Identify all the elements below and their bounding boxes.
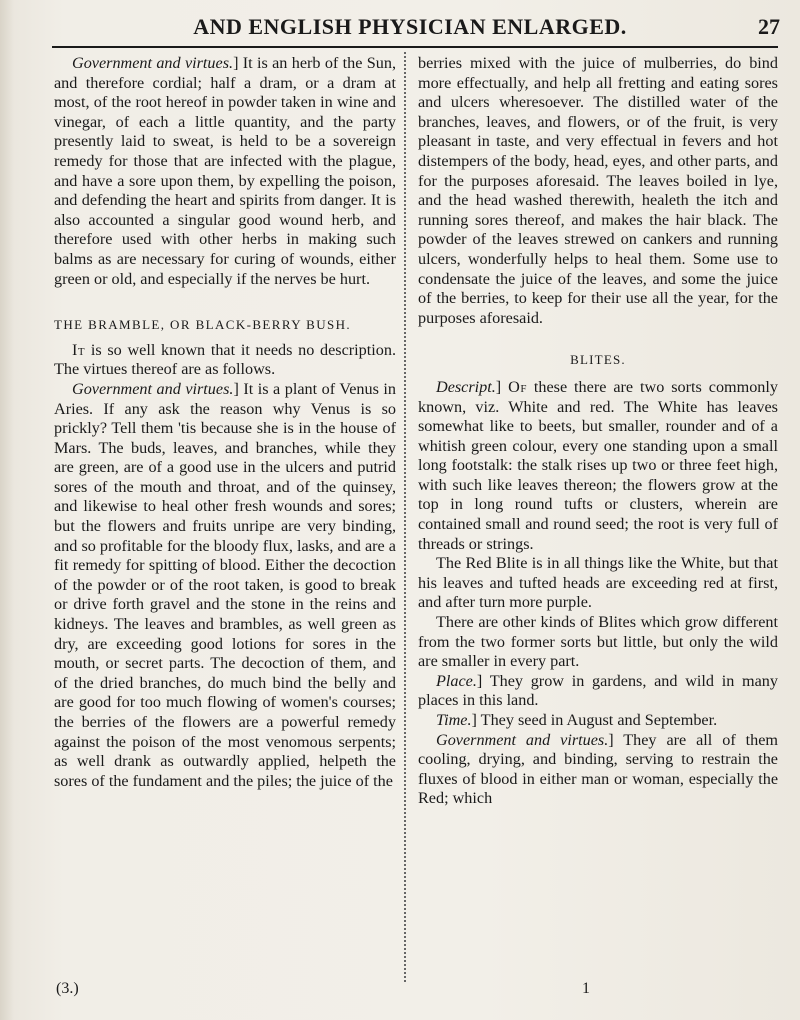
paragraph-label: Government and virtues. <box>72 379 234 398</box>
gathering-mark: 1 <box>582 980 590 997</box>
paragraph <box>418 672 778 711</box>
paragraph-text: ] It is a plant of Venus in Aries. If any ask the reason why Venus is so prickly? Tell them 'tis because she is in the house of Mars. The buds, leaves, and branches, while they are green, are of a good use in the ulcers and putrid sores of the mouth and throat, and of the quinsey, and likewise to heal other fresh wounds and sores; but the flowers and fruits unripe are very binding, and so profitable for the bloody flux, lasks, and are a fit remedy for spitting of blood. Either the decoction of the powder or of the root taken, is good to break or drive forth gravel and the stone in the reins and kidneys. The leaves and brambles, as well green as dry, are exceeding good lotions for sores in the mouth, or secret parts. The decoction of them, and of the dried branches, do much bind the belly and are good for too much flowing of women's courses; the berries of the flowers are a powerful remedy against the poison of the most venomous serpents; as well drank as outwardly applied, helpeth the sores of the fundament and the piles; the juice of the <box>54 379 396 790</box>
paragraph-text: ] They seed in August and September. <box>471 711 718 729</box>
bracket: ] <box>495 377 509 396</box>
paragraph-text: ] It is an herb of the Sun, and therefore cordial; half a dram, or a dram at most, of the root hereof in powder taken in wine and vinegar, of each a little quantity, and the party presently laid to sweat, is held to be a sovereign remedy for those that are infected with the plague, and have a sore upon them, by expelling the poison, and defending the heart and spirits from danger. It is also accounted a singular good wound herb, and therefore used with other herbs in making such balms as are necessary for curing of wounds, either green or old, and especially if the nerves be hurt. <box>54 54 396 288</box>
signature-mark: (3.) <box>56 980 79 997</box>
paragraph-label: Government and virtues. <box>436 730 609 749</box>
right-column <box>418 54 778 809</box>
paragraph-text: these there are two sorts commonly known, viz. White and red. The White has leaves somewhat like to beets, but smaller, rounder and of a whitish green colour, every one standing upon a small long footstalk: the stalk rises up two or three feet high, with such like leaves thereon; the flowers grow at the top in long round tufts or clusters, wherein are contained small and round seed; the root is very full of threads or strings. <box>418 377 778 553</box>
paragraph-label: Government and virtues. <box>72 54 234 72</box>
paragraph-text: ] They grow in gardens, and wild in many places in this land. <box>418 671 778 710</box>
paragraph: There are other kinds of Blites which grow different from the two former sorts but little, but only the wild are smaller in every part. <box>418 613 778 671</box>
paragraph-text: ] They are all of them cooling, drying, and binding, serving to restrain the fluxes of blood in either man or woman, especially the Red; which <box>418 730 778 808</box>
header-rule <box>52 46 778 48</box>
paragraph-label: Place. <box>436 671 477 690</box>
lead-word: It <box>72 340 86 359</box>
paragraph: berries mixed with the juice of mulberries, do bind more effectually, and help all fretting and eating sores and ulcers wheresoever. The distilled water of the branches, leaves, and flowers, or of the fruit, is very pleasant in taste, and very effectual in fevers and hot distempers of the body, head, eyes, and other parts, and for the purposes aforesaid. The leaves boiled in lye, and the head washed therewith, healeth the itch and running sores thereof, and makes the hair black. The powder of the leaves strewed on cankers and running ulcers, wonderfully helps to heal them. Some use to condensate the juice of the leaves, and some the juice of the berries, to keep for their use all the year, for the purposes aforesaid. <box>418 54 778 327</box>
column-divider <box>404 52 406 982</box>
page-header <box>40 6 780 48</box>
paragraph <box>418 731 778 809</box>
section-heading: BLITES. <box>570 352 626 368</box>
paragraph-label: Time. <box>436 711 472 729</box>
paragraph-label: Descript. <box>436 377 496 396</box>
left-column <box>54 54 396 791</box>
paragraph-text: is so well known that it needs no description. The virtues thereof are as follows. <box>54 340 396 379</box>
paragraph <box>54 341 396 380</box>
lead-word: Of <box>508 377 527 396</box>
page-number: 27 <box>758 14 780 39</box>
paragraph <box>418 378 778 554</box>
running-head: AND ENGLISH PHYSICIAN ENLARGED. <box>193 14 627 39</box>
paragraph <box>418 711 778 731</box>
page-gutter-shadow <box>0 0 14 1020</box>
paragraph <box>54 54 396 289</box>
paragraph <box>54 380 396 791</box>
paragraph: The Red Blite is in all things like the White, but that his leaves and tufted heads are exceeding red at first, and after turn more purple. <box>418 554 778 612</box>
section-heading: THE BRAMBLE, OR BLACK-BERRY BUSH. <box>54 317 352 333</box>
